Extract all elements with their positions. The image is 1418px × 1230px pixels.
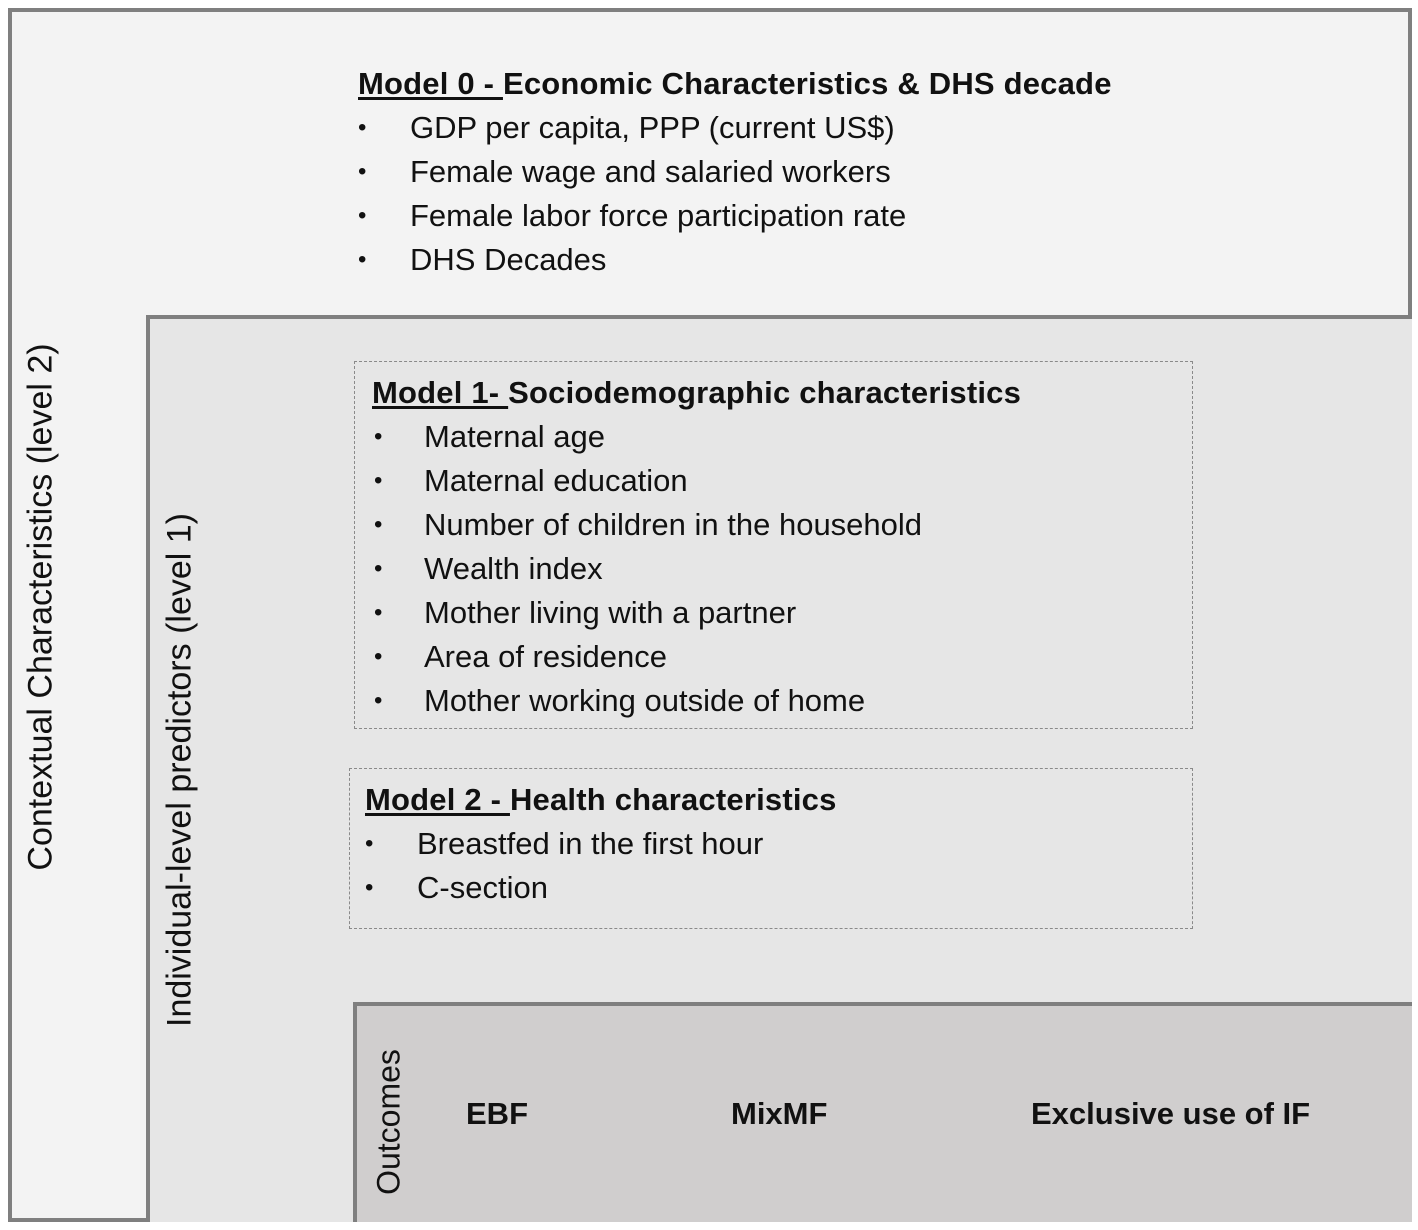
list-item: [372, 459, 1021, 503]
model1-heading: [372, 371, 1021, 415]
model1-title: Sociodemographic characteristics: [508, 375, 1022, 410]
list-item: [358, 150, 1112, 194]
model2-list: [365, 822, 837, 910]
outcomes-label: Outcomes: [370, 1049, 407, 1195]
outcome-ebf: EBF: [466, 1096, 528, 1131]
bullet-icon: •: [374, 643, 383, 670]
bullet-icon: •: [365, 874, 374, 901]
model2-title: Health characteristics: [509, 782, 837, 817]
list-item: [372, 591, 1021, 635]
bullet-icon: •: [358, 158, 367, 185]
outcome-mixmf: MixMF: [731, 1096, 828, 1131]
model2-block: [365, 778, 837, 910]
outcome-exclusive-if: Exclusive use of IF: [1031, 1096, 1311, 1131]
list-item-text: Female labor force participation rate: [410, 198, 907, 233]
list-item-text: Number of children in the household: [424, 507, 923, 542]
model0-title: Economic Characteristics & DHS decade: [502, 66, 1112, 101]
list-item-text: Mother living with a partner: [424, 595, 797, 630]
bullet-icon: •: [374, 467, 383, 494]
list-item-text: Maternal age: [424, 419, 605, 454]
model2-prefix: Model 2 -: [365, 782, 510, 817]
list-item-text: DHS Decades: [410, 242, 607, 277]
level1-label: Individual-level predictors (level 1): [160, 512, 199, 1028]
model1-prefix: Model 1-: [372, 375, 509, 410]
list-item-text: Maternal education: [424, 463, 688, 498]
model0-list: [358, 106, 1112, 282]
level2-label: Contextual Characteristics (level 2): [21, 343, 60, 871]
model2-heading: [365, 778, 837, 822]
list-item-text: Breastfed in the first hour: [417, 826, 764, 861]
list-item-text: Mother working outside of home: [424, 683, 866, 718]
list-item-text: Area of residence: [424, 639, 667, 674]
model0-heading: [358, 62, 1112, 106]
list-item: [365, 822, 837, 866]
bullet-icon: •: [374, 687, 383, 714]
bullet-icon: •: [365, 830, 374, 857]
list-item: [372, 635, 1021, 679]
list-item-text: Female wage and salaried workers: [410, 154, 891, 189]
bullet-icon: •: [358, 202, 367, 229]
list-item: [358, 194, 1112, 238]
list-item: [372, 415, 1021, 459]
list-item-text: Wealth index: [424, 551, 603, 586]
model0-block: [358, 62, 1112, 282]
bullet-icon: •: [358, 246, 367, 273]
model1-block: [372, 371, 1021, 723]
bullet-icon: •: [358, 114, 367, 141]
list-item-text: GDP per capita, PPP (current US$): [410, 110, 895, 145]
model0-prefix: Model 0 -: [358, 66, 503, 101]
list-item: [372, 679, 1021, 723]
bullet-icon: •: [374, 511, 383, 538]
bullet-icon: •: [374, 423, 383, 450]
list-item: [358, 106, 1112, 150]
list-item: [358, 238, 1112, 282]
bullet-icon: •: [374, 555, 383, 582]
bullet-icon: •: [374, 599, 383, 626]
model1-list: [372, 415, 1021, 723]
list-item: [372, 503, 1021, 547]
list-item: [372, 547, 1021, 591]
list-item-text: C-section: [417, 870, 548, 905]
list-item: [365, 866, 837, 910]
